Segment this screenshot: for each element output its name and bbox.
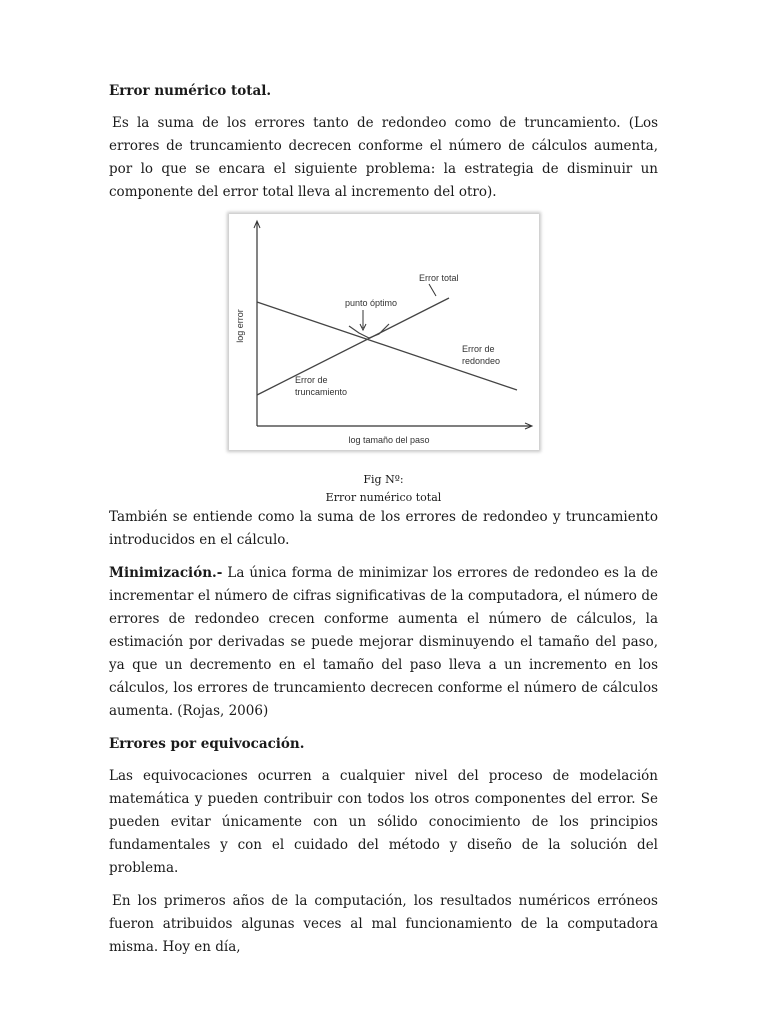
figure-error-total [109,214,658,514]
document-page [109,80,658,969]
total-arrow [429,284,436,296]
label-truncamiento-2: truncamiento [295,387,348,397]
section-title-equivocacion [109,733,658,755]
paragraph-primeros-anos: En los primeros años de la computación, los resultados numéricos erróneos fueron atribuidos algunas veces al mal funcionamiento de la computadora misma. Hoy en día, [109,893,658,955]
label-redondeo-1: Error de [462,344,495,354]
section-title-text: Errores por equivocación [109,736,300,752]
section-title-period: . [266,83,272,99]
section-title-text: Error numérico total [109,83,267,99]
truncamiento-line [257,298,449,395]
figure-caption-title: Error numérico total [325,491,442,504]
label-redondeo-2: redondeo [462,356,501,366]
paragraph-minimizacion [109,562,658,723]
y-axis-label: log error [235,309,245,343]
figure-caption-number: Fig Nº: [363,473,404,486]
paragraph-error-total: Es la suma de los errores tanto de redondeo como de truncamiento. (Los errores de truncamiento decrecen conforme el número de cálculos aumenta, por lo que se encara el siguiente problema: la estrategia de disminuir un componente del error total lleva al incremento del otro). [109,115,658,200]
minimizacion-text: La única forma de minimizar los errores de redondeo es la de incrementar el número de cifras significativas de la computadora, el número de errores de redondeo crecen conforme aumenta el número de cálculos, la estimación por derivadas se puede mejorar disminuyendo el tamaño del paso, ya que un decremento en el tamaño del paso lleva a un incremento en los cálculos, los errores de truncamiento decrecen conforme el número de cálculos aumenta. (Rojas, 2006) [109,565,658,719]
label-error-total: Error total [419,273,459,283]
label-punto-optimo: punto óptimo [345,298,398,308]
minimizacion-lead: Minimización.- [109,565,223,581]
label-truncamiento-1: Error de [295,375,328,385]
figure-image-frame [229,214,539,450]
section-title-period: . [299,736,305,752]
paragraph-equivocaciones: Las equivocaciones ocurren a cualquier nivel del proceso de modelación matemática y pueden contribuir con todos los otros componentes del error. Se pueden evitar únicamente con un sólido conocimiento de los principios fundamentales y con el cuidado del método y diseño de la solución del problema. [109,768,658,876]
section-title-error-total [109,80,658,102]
x-axis-label: log tamaño del paso [348,435,430,445]
error-plot [229,214,539,450]
paragraph-suma-errores: También se entiende como la suma de los errores de redondeo y truncamiento introducidos en el cálculo. [109,509,658,548]
